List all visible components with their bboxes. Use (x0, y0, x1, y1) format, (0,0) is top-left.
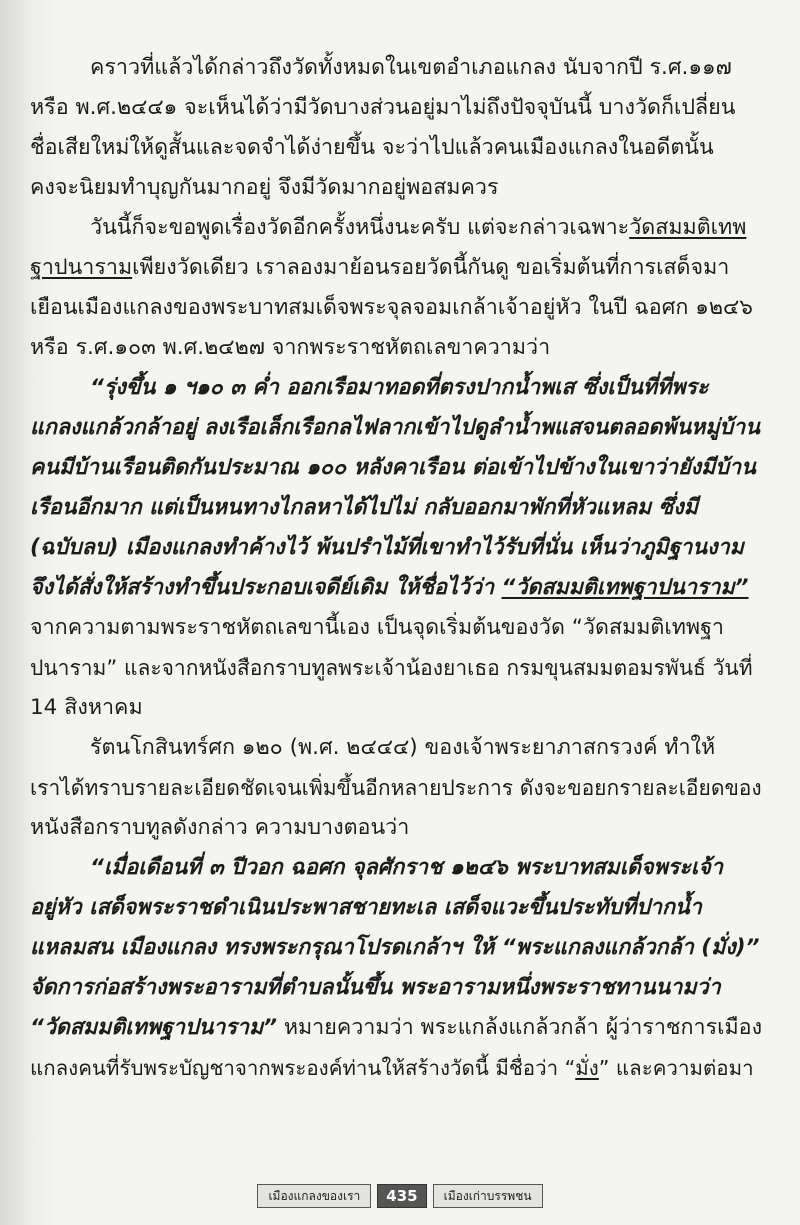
underlined-name: มั่ง (575, 1056, 599, 1080)
text-line: เยือนเมืองแกลงของพระบาทสมเด็จพระจุลจอมเกล้าเจ้าอยู่หัว ในปี ฉอศก ๑๒๔๖ (30, 295, 753, 320)
quote-text: จัดการก่อสร้างพระอารามที่ตำบลนั้นขึ้น พระอารามหนึ่งพระราชทานนามว่า (30, 975, 721, 1000)
paragraph-line (30, 688, 765, 728)
paragraph-line (30, 48, 765, 88)
text-line: หรือ ร.ศ.๑๐๓ พ.ศ.๒๔๒๗ จากพระราชหัตถเลขาความว่า (30, 335, 551, 360)
quote-text: อยู่หัว เสด็จพระราชดำเนินประพาสชายทะเล เสด็จแวะขึ้นประทับที่ปากน้ำ (30, 895, 702, 920)
quote-line (30, 968, 765, 1008)
paragraph-line (30, 1048, 765, 1088)
page-number: 435 (377, 1184, 426, 1208)
text-line: หมายความว่า พระแกล้งแกล้วกล้า ผู้ว่าราชการเมือง (277, 1015, 763, 1040)
text-line: หนังสือกราบทูลดังกล่าว ความบางตอนว่า (30, 815, 410, 840)
quote-line (30, 928, 765, 968)
footer-section-title: เมืองเก่าบรรพชน (433, 1184, 543, 1208)
text-line: เพียงวัดเดียว เราลองมาย้อนรอยวัดนี้กันดู ขอเริ่มต้นที่การเสด็จมา (132, 255, 730, 280)
paragraph-line (30, 1008, 765, 1048)
paragraph-line (30, 328, 765, 368)
quote-text: “เมื่อเดือนที่ ๓ ปีวอก ฉอศก จุลศักราช ๑๒๔๖ พระบาทสมเด็จพระเจ้า (90, 855, 723, 880)
text-line: ” และความต่อมา (598, 1056, 754, 1080)
quote-text: คนมีบ้านเรือนติดกันประมาณ ๑๐๐ หลังคาเรือน ต่อเข้าไปข้างในเขาว่ายังมีบ้าน (30, 455, 756, 480)
text-line: ชื่อเสียใหม่ให้ดูสั้นและจดจำได้ง่ายขึ้น จะว่าไปแล้วคนเมืองแกลงในอดีตนั้น (30, 135, 714, 160)
paragraph-line (30, 648, 765, 688)
text-line: 14 สิงหาคม (30, 695, 143, 720)
quote-line (30, 408, 765, 448)
underlined-temple-name: วัดสมมติเทพ (629, 215, 747, 240)
quote-text: เรือนอีกมาก แต่เป็นหนทางไกลหาได้ไปไม่ กลับออกมาพักที่หัวแหลม ซึ่งมี (30, 495, 698, 520)
quote-line (30, 368, 765, 408)
underlined-temple-name: ฐาปนาราม (30, 255, 133, 280)
quote-text: (ฉบับลบ) เมืองแกลงทำค้างไว้ พ้นปรำไม้ที่เขาทำไว้รับที่นั่น เห็นว่าภูมิฐานงาม (30, 535, 744, 560)
underlined-temple-name: “วัดสมมติเทพฐาปนาราม” (501, 575, 749, 600)
paragraph-line (30, 768, 765, 808)
quote-text: แหลมสน เมืองแกลง ทรงพระกรุณาโปรดเกล้าฯ ให้ “พระแกลงแกล้วกล้า (มั่ง)” (30, 935, 760, 960)
paragraph-line (30, 808, 765, 848)
body-text (30, 48, 765, 1088)
text-line: คงจะนิยมทำบุญกันมากอยู่ จึงมีวัดมากอยู่พอสมควร (30, 175, 499, 200)
text-line: รัตนโกสินทร์ศก ๑๒๐ (พ.ศ. ๒๔๔๔) ของเจ้าพระยาภาสกรวงค์ ทำให้ (90, 735, 716, 760)
text-line: จากความตามพระราชหัตถเลขานี้เอง เป็นจุดเริ่มต้นของวัด “วัดสมมติเทพฐา (30, 615, 725, 640)
text-line: คราวที่แล้วได้กล่าวถึงวัดทั้งหมดในเขตอำเภอแกลง นับจากปี ร.ศ.๑๑๗ (90, 55, 732, 80)
footer-book-title: เมืองแกลงของเรา (257, 1184, 371, 1208)
text-line: แกลงคนที่รับพระบัญชาจากพระองค์ท่านให้สร้างวัดนี้ มีชื่อว่า “ (30, 1056, 576, 1080)
quote-text: แกลงแกล้วกล้าอยู่ ลงเรือเล็กเรือกลไฟลากเข้าไปดูลำน้ำพแสจนตลอดพ้นหมู่บ้าน (30, 415, 760, 440)
paragraph-line (30, 288, 765, 328)
page-footer (0, 1182, 800, 1210)
quote-line (30, 488, 765, 528)
text-line: หรือ พ.ศ.๒๔๔๑ จะเห็นได้ว่ามีวัดบางส่วนอยู่มาไม่ถึงปัจจุบันนี้ บางวัดก็เปลี่ยน (30, 95, 736, 120)
text-line: เราได้ทราบรายละเอียดชัดเจนเพิ่มขึ้นอีกหลายประการ ดังจะขอยกรายละเอียดของ (30, 776, 762, 800)
quote-text: “วัดสมมติเทพฐาปนาราม” (30, 1015, 277, 1040)
paragraph-line (30, 248, 765, 288)
quote-line (30, 848, 765, 888)
quote-text: “รุ่งขึ้น ๑ ฯ๑๐ ๓ ค่ำ ออกเรือมาทอดที่ตรงปากน้ำพเส ซึ่งเป็นที่ที่พระ (90, 375, 709, 400)
quote-line (30, 528, 765, 568)
paragraph-line (30, 168, 765, 208)
text-line: วันนี้ก็จะขอพูดเรื่องวัดอีกครั้งหนึ่งนะครับ แต่จะกล่าวเฉพาะ (90, 215, 630, 240)
quote-line (30, 888, 765, 928)
paragraph-line (30, 728, 765, 768)
paragraph-line (30, 128, 765, 168)
paragraph-line (30, 208, 765, 248)
quote-text: จึงได้สั่งให้สร้างทำขึ้นประกอบเจดีย์เดิม ให้ชื่อไว้ว่า (30, 575, 502, 600)
quote-line (30, 568, 765, 608)
text-line: ปนาราม” และจากหนังสือกราบทูลพระเจ้าน้องยาเธอ กรมขุนสมมตอมรพันธ์ วันที่ (30, 656, 753, 680)
paragraph-line (30, 608, 765, 648)
quote-line (30, 448, 765, 488)
paragraph-line (30, 88, 765, 128)
